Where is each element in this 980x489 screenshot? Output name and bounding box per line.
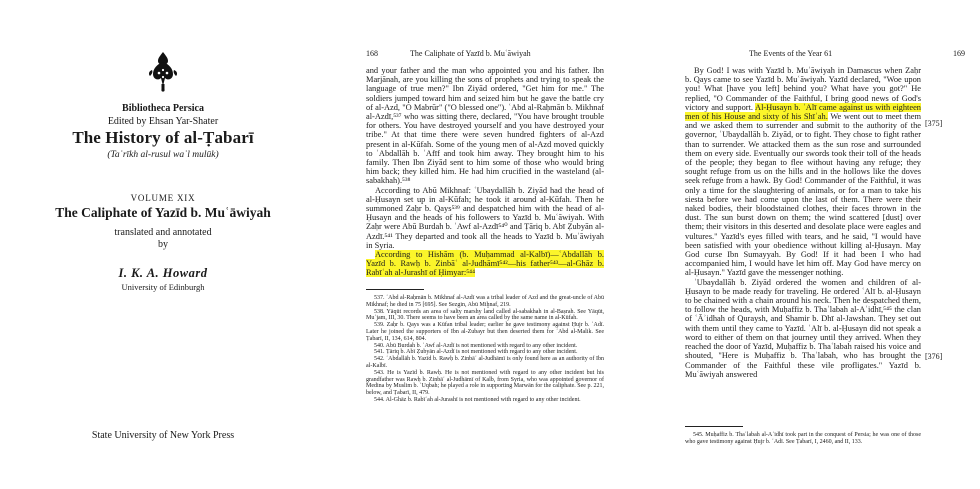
arabic-title: (Taʾrīkh al-rusul waʾl mulūk) [107, 150, 219, 160]
footnotes [366, 295, 604, 404]
volume-title: The Caliphate of Yazīd b. Muʿāwiyah [55, 205, 271, 220]
running-head-title: The Events of the Year 61 [749, 49, 833, 58]
running-header [685, 49, 965, 61]
highlighted-passage: According to Hishām (b. Muḥammad al-Kalbī)—ʿAbdallāh b. Yazīd b. Rawḥ b. Zinbāʿ al-Judhāmī⁵⁴²—his father⁵⁴³—al-Ghāz b. Rabīʿah al-Jurashī of Ḥimyar:⁵⁴⁴ [366, 250, 604, 278]
series-name: Bibliotheca Persica [122, 103, 204, 114]
translated-line: translated and annotated [114, 227, 212, 238]
paragraph [685, 66, 921, 278]
margin-page-marker: [376] [925, 352, 943, 361]
margin-page-marker: [375] [925, 119, 943, 128]
body-text [366, 66, 604, 278]
page-number: 169 [953, 49, 965, 58]
paragraph: and your father and the man who appointed you and his father. Ibn Marjānah, are you killing the sons of prophets and trying to speak the language of true men?" Ibn Ziyād ordered, "Get him for me." The soldiers jumped toward him and seized him but he gave the battle cry of al-Azd, "O Mabrūr" ("O blessed one"). ʿAbd al-Raḥmān b. Mikhnaf al-Azdī,⁵³⁷ who was sitting there, declared, "You have brought trouble for others. You have destroyed yourself and you have destroyed your tribe." At that time there were seven hundred fighters of al-Azd present in al-Kūfah. Some of the young men of al-Azd moved quickly to ʿAbdallāh b. ʿAfīf and took him away. They brought him to his family. Then Ibn Ziyād sent to him some of those who would bring him back; they killed him. He had him crucified in the wasteland (al-sabakhah).⁵³⁸ [366, 66, 604, 186]
paragraph-text: We went out to meet them and we asked them to surrender and submit to the authority of the governor, ʿUbaydallāh b. Ziyād, or to fight. They chose to fight rather than to surrender. We attacked them as the sun rose and surrounded them on every side. Eventually our swords took their toll of the heads of the people; they began to flee without having any refuge; they sought refuge from us on the hills and in the hollows like the doves seek refuge from a hawk. By God! Commander of the Faithful, it was only a time for the slaughtering of animals, or for a man to take his siesta before we had come upon the last of them. There were their naked bodies, their bloodstained clothes, their faces thrown in the dust. The sun burst down on them; the wind scattered [dust] over them; their visitors in this deserted and desolate place were eagles and vultures." Yazīd's eyes filled with tears, and he said, "I would have been satisfied with your obedience without killing al-Ḥusayn. May God curse Ibn Sumayyah. By God! If it had been I who had accompanied him, I would have let him off. May God have mercy on al-Ḥusayn." Yazīd gave the messenger nothing. [685, 112, 921, 278]
footnote: 541. Ṭāriq b. Abī Ẓubyān al-Azdī is not mentioned with regard to any other incident. [374, 349, 578, 356]
by-line: by [158, 239, 168, 250]
footnote: 538. Yāqūt records an area of salty marshy land called al-sabakhah in al-Baṣrah. See Yāqūt, Muʿjam, III, 30. There seems to have been an area called by the same name in al-Kūfah. [366, 308, 604, 322]
running-head-title: The Caliphate of Yazīd b. Muʿāwiyah [410, 49, 531, 58]
body-text [685, 66, 921, 379]
footnote-rule [685, 426, 743, 427]
publisher-name: State University of New York Press [91, 430, 235, 441]
footnote: 543. He is Yazīd b. Rawḥ. He is not mentioned with regard to any other incident but his grandfather was Rawḥ b. Zinbāʿ al-Judhāmī of Kalb, from Syria, who was appointed governor of Medina by Muslim b. ʿUqbah; he played a role in supporting Marwān for the caliphate. See p. 221, below, and Ṭabarī, II, 479. [366, 369, 604, 397]
footnote-rule [366, 289, 424, 290]
footnote: 539. Zaḥr b. Qays was a Kūfan tribal leader; earlier he gave testimony against Ḥujr b. ʿAdī. Later he joined the supporters of Ibn al-Zubayr but then deserted them for ʿAbd al-Malik. See Ṭabarī, II, 134, 614, 804. [366, 322, 604, 342]
translator-affiliation: University of Edinburgh [121, 282, 205, 292]
footnote: 540. Abū Burdah b. ʿAwf al-Azdī is not mentioned with regard to any other incident. [374, 342, 578, 349]
footnote: 537. ʿAbd al-Raḥmān b. Mikhnaf al-Azdī was a tribal leader of Azd and the great-uncle of Abū Mikhnaf; he died in 75 [695]. See Sezgin, Abū Miḫnaf, 219. [366, 295, 604, 308]
translator-name: I. K. A. Howard [118, 266, 208, 280]
title-page [28, 0, 298, 489]
footnote: 545. Muḥaffiz b. Thaʿlabah al-Aʿidhī took part in the conquest of Persia; he was one of those who gave testimony against Ḥujr b. ʿAdī. See Ṭabarī, I, 2460, and II, 133. [685, 432, 921, 445]
publisher-ornament-icon [146, 50, 180, 92]
paragraph [366, 250, 604, 278]
series-editor: Edited by Ehsan Yar-Shater [107, 116, 219, 127]
highlighted-passage: Al-Ḥusayn b. ʿAlī came against us with eighteen men of his House and sixty of his Shīʿah. [685, 102, 921, 122]
footnote: 542. ʿAbdallāh b. Yazīd b. Rawḥ b. Zinbāʿ al-Judhāmī is only found here as an authority of Ibn al-Kalbī. [366, 356, 604, 369]
translator-credit [28, 227, 298, 251]
volume-number: VOLUME XIX [130, 193, 196, 203]
page-number: 168 [366, 49, 378, 58]
page-168 [366, 0, 604, 489]
paragraph: ʿUbaydallāh b. Ziyād ordered the women and children of al-Ḥusayn to be made ready for traveling. He ordered ʿAlī b. al-Ḥusayn to be chained with a chain around his neck. Then he despatched them, to follow the heads, with Muḥaffiz b. Thaʿlabah al-Aʿidhī,⁵⁴⁵ the clan of ʿĀʾidhah of Quraysh, and Shamir b. Dhī al-Jawshan. They set out with them until they came to Yazīd. ʿAlī b. al-Ḥusayn did not speak a word to either of them on that journey until they arrived. When they reached the door of Yazīd, Muḥaffiz b. Thaʿlabah raised his voice and shouted, "Here is Muḥaffiz b. Thaʿlabah, who has brought the Commander of the Faithful these vile profligates." Yazīd b. Muʿāwiyah answered [685, 277, 921, 379]
paragraph-text: By God! I was with Yazīd b. Muʿāwiyah in Damascus when Zaḥr b. Qays came to see Yazīd b. Muʿāwiyah. Yazīd declared, "Woe upon you! What [have you left] behind you? What have you got?" He replied, "O Commander of the Faithful, I bring good news of God's victory and support. [685, 66, 921, 112]
paragraph: According to Abū Mikhnaf: ʿUbaydallāh b. Ziyād had the head of al-Ḥusayn set up in al-Kūfah; he took it around al-Kūfah. Then he summoned Zaḥr b. Qays⁵³⁹ and despatched him with the head of al-Ḥusayn and the heads of his followers to Yazīd b. Muʿāwiyah. With Zaḥr were Abū Burdah b. ʿAwf al-Azdī⁵⁴⁰ and Ṭāriq b. Abī Ẓubyān al-Azdī.⁵⁴¹ They departed and took all the heads to Yazīd b. Muʿāwiyah in Syria. [366, 185, 604, 250]
footnotes [685, 432, 921, 446]
page-169 [685, 0, 965, 489]
book-title: The History of al-Ṭabarī [72, 128, 254, 147]
running-header [366, 49, 604, 61]
footnote: 544. Al-Ghāz b. Rabīʿah al-Jurashī is not mentioned with regard to any other incident. [374, 396, 581, 403]
